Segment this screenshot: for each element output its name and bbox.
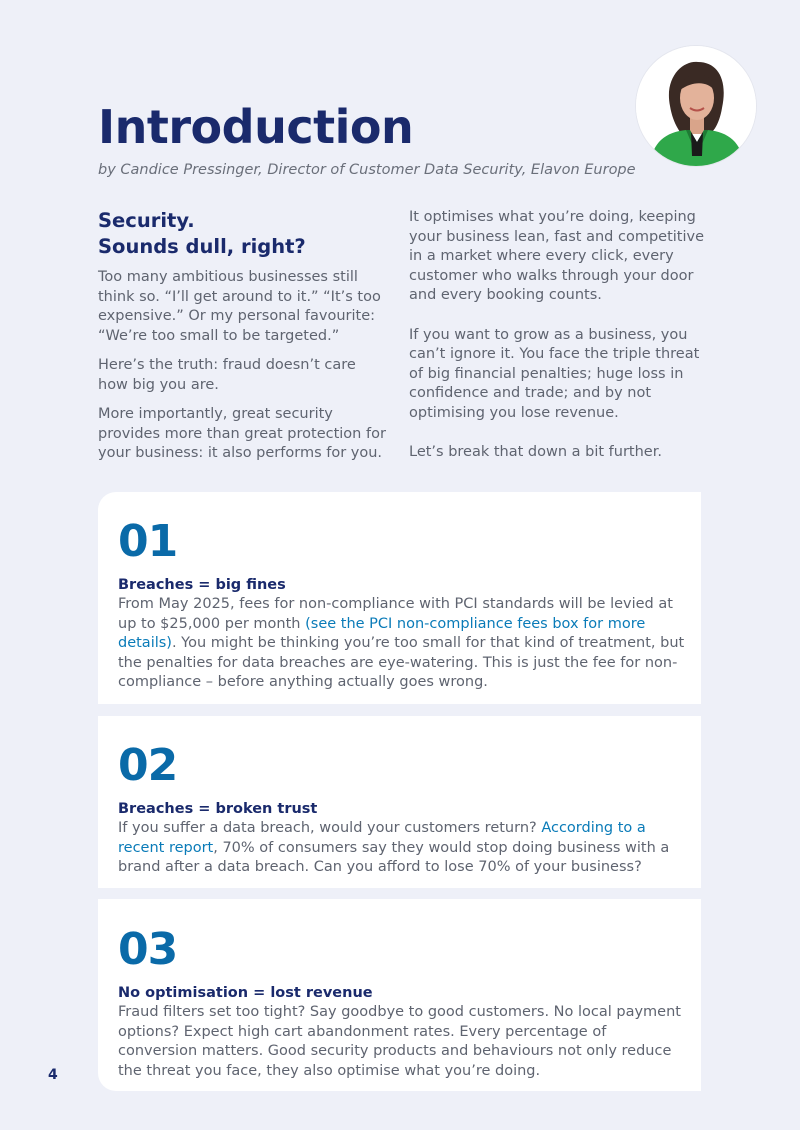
- card-body-text: From May 2025, fees for non-compliance with PCI standards will be levied at up to $25,000 per month: [118, 596, 673, 632]
- threat-card-trust: [98, 716, 701, 888]
- paragraph: More importantly, great security provides more than great protection for your business: it also performs for you.: [98, 406, 386, 461]
- card-body-text: . You might be thinking you’re too small for that kind of treatment, but the penalties for data breaches are eye-watering. This is just the fee for non-compliance – before anything actually goes wrong.: [118, 635, 685, 690]
- threat-card-fines: [98, 492, 701, 704]
- card-number: 03: [118, 924, 178, 975]
- card-body: [118, 595, 688, 693]
- card-body-text: If you suffer a data breach, would your customers return?: [118, 820, 542, 836]
- paragraph: Too many ambitious businesses still think so. “I’ll get around to it.” “It’s too expensive.” Or my personal favourite: “We’re too small to be targeted.”: [98, 269, 381, 344]
- card-number: 02: [118, 740, 178, 791]
- card-body-text: , 70% of consumers say they would stop doing business with a brand after a data breach. Can you afford to lose 70% of your business?: [118, 839, 670, 875]
- paragraph: If you want to grow as a business, you can’t ignore it. You face the triple threat of big financial penalties; huge loss in confidence and trade; and by not optimising you lose revenue.: [409, 326, 700, 421]
- card-title: Breaches = broken trust: [118, 801, 318, 817]
- subhead-line-1: Security.: [98, 209, 195, 232]
- card-title: Breaches = big fines: [118, 577, 286, 593]
- card-number: 01: [118, 516, 178, 567]
- paragraph: Let’s break that down a bit further.: [409, 444, 662, 460]
- threat-card-revenue: [98, 899, 701, 1091]
- page-title: Introduction: [98, 100, 414, 154]
- left-column: [98, 208, 388, 474]
- card-body: Fraud filters set too tight? Say goodbye to good customers. No local payment options? Expect high cart abandonment rates. Every percentage of conversion matters. Good security products and behaviours not only reduce the threat you face, they also optimise what you’re doing.: [118, 1004, 681, 1079]
- subhead-line-2: Sounds dull, right?: [98, 235, 306, 258]
- pci-fees-link[interactable]: (see the PCI non-compliance fees box for more details): [118, 615, 646, 651]
- section-subhead: [98, 208, 388, 260]
- card-body: [118, 819, 688, 878]
- paragraph: Here’s the truth: fraud doesn’t care how big you are.: [98, 357, 356, 393]
- card-title: No optimisation = lost revenue: [118, 985, 373, 1001]
- recent-report-link[interactable]: According to a recent report: [118, 820, 646, 856]
- author-portrait-image: [636, 46, 756, 166]
- paragraph: It optimises what you’re doing, keeping your business lean, fast and competitive in a market where every click, every customer who walks through your door and every booking counts.: [409, 209, 705, 303]
- right-column: [409, 208, 704, 463]
- page-number: 4: [48, 1067, 58, 1083]
- author-portrait: [636, 46, 756, 166]
- author-byline: by Candice Pressinger, Director of Customer Data Security, Elavon Europe: [98, 162, 636, 178]
